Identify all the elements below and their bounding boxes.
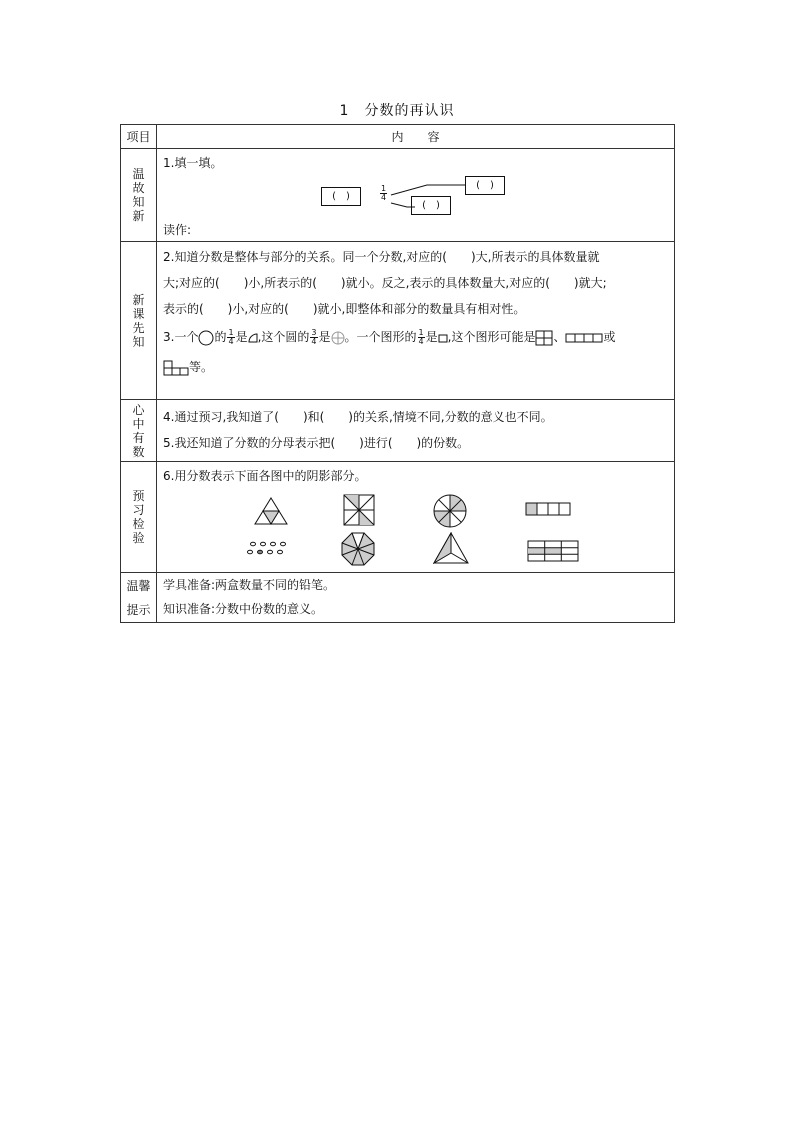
question-4: 4.通过预习,我知道了( )和( )的关系,情境不同,分数的意义也不同。: [163, 410, 553, 424]
question-5: 5.我还知道了分数的分母表示把( )进行( )的份数。: [163, 436, 470, 450]
question-1: 1.填一填。: [163, 156, 223, 170]
row-mind: [121, 400, 675, 462]
question-2-line3: 表示的( )小,对应的( )就小,即整体和部分的数量具有相对性。: [163, 302, 526, 316]
row-label: 新课先知: [121, 242, 157, 400]
l-shape-icon: [163, 360, 189, 376]
quarter-circle-icon: [248, 333, 258, 343]
circle-figure: [433, 494, 467, 528]
row-content: [157, 149, 675, 242]
answer-box-left[interactable]: ( ): [321, 187, 361, 206]
octagon-figure: [341, 532, 375, 566]
grid-2x2-icon: [535, 330, 553, 346]
question-3-cont: 等。: [157, 352, 674, 382]
header-row: [121, 125, 675, 149]
row-check: [121, 462, 675, 573]
tip-knowledge: 知识准备:分数中份数的意义。: [163, 602, 324, 616]
small-square-icon: [438, 333, 448, 343]
row-new-lesson: [121, 242, 675, 400]
row-review: [121, 149, 675, 242]
dots-figure: [247, 540, 289, 556]
circle-icon: [198, 330, 214, 346]
question-2-line1: 2.知道分数是整体与部分的关系。同一个分数,对应的( )大,所表示的具体数量就: [163, 250, 600, 264]
answer-box-bottom[interactable]: ( ): [411, 196, 451, 215]
strip-4-icon: [565, 332, 603, 344]
row-content: [157, 462, 675, 573]
row-content: [157, 400, 675, 462]
grid-figure: [527, 540, 579, 562]
row-label: 心中有数: [121, 400, 157, 462]
three-quarter-circle-icon: [331, 331, 345, 345]
preview-table: [120, 124, 675, 623]
header-item: 项目: [121, 125, 157, 149]
row-tips: [121, 573, 675, 623]
row-content: [157, 242, 675, 400]
triangle-figure: [253, 496, 289, 526]
row-label: 温馨 提示: [121, 573, 157, 623]
strip-figure: [525, 502, 573, 516]
answer-box-top[interactable]: ( ): [465, 176, 505, 195]
tip-tools: 学具准备:两盒数量不同的铅笔。: [163, 578, 336, 592]
header-content: 内 容: [157, 125, 675, 149]
question-3: 3.一个 的 $\frac{1}{4}$ 是 ,这个圆的 $\frac{3}{4}$ 是 。一个图形的 $\frac{1}{4}$ 是 ,这个图形可能是 、 或: [163, 328, 616, 346]
triangle-center-figure: [433, 532, 469, 564]
read-as-label: 读作:: [163, 223, 192, 237]
square-figure: [343, 494, 375, 526]
question-6: 6.用分数表示下面各图中的阴影部分。: [163, 469, 367, 483]
row-label: 温故知新: [121, 149, 157, 242]
row-content: [157, 573, 675, 623]
page-title: 1 分数的再认识: [339, 103, 455, 119]
fraction-one-quarter: $\frac{1}{4}$: [381, 184, 387, 202]
question-2-line2: 大;对应的( )小,所表示的( )就小。反之,表示的具体数量大,对应的( )就大;: [163, 276, 607, 290]
row-label: 预习检验: [121, 462, 157, 573]
